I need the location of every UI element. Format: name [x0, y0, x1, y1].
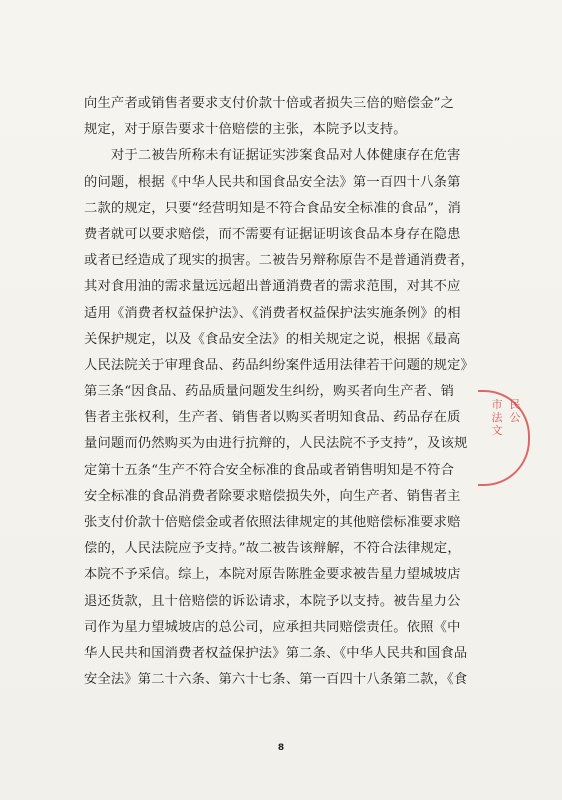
text-line: 定第十五条“生产不符合安全标准的食品或者销售明知是不符合 [84, 462, 455, 478]
text-line: 偿的，人民法院应予支持。”故二被告该辩解，不符合法律规定， [84, 541, 461, 557]
text-line: 量问题而仍然购买为由进行抗辩的，人民法院不予支持”，及该规 [84, 436, 468, 452]
text-line: 人民法院关于审理食品、药品纠纷案件适用法律若干问题的规定》 [84, 357, 474, 373]
text-line: 关保护规定，以及《食品安全法》的相关规定之说，根据《最高 [84, 331, 461, 347]
text-line: 华人民共和国消费者权益保护法》第二条、《中华人民共和国食品 [84, 645, 468, 661]
text-line: 安全法》第二十六条、第六十七条、第一百四十八条第二款，《食 [84, 672, 468, 688]
text-line: 二款的规定，只要“经营明知是不符合食品安全标准的食品”，消 [84, 200, 461, 216]
text-line: 张支付价款十倍赔偿金或者依照法律规定的其他赔偿标准要求赔 [84, 515, 461, 530]
text-line: 司作为星力望城坡店的总公司，应承担共同赔偿责任。依照《中 [84, 619, 461, 635]
page-number: 8 [277, 743, 285, 753]
text-line: 费者就可以要求赔偿，而不需要有证据证明该食品本身存在隐患 [84, 226, 461, 242]
text-line: 或者已经造成了现实的损害。二被告另辩称原告不是普通消费者， [84, 253, 474, 269]
text-line: 本院不予采信。综上，本院对原告陈胜金要求被告星力望城坡店 [84, 567, 461, 583]
text-line: 售者主张权利，生产者、销售者以购买者明知食品、药品存在质 [84, 410, 461, 426]
court-seal-text [490, 398, 526, 437]
text-line: 退还货款，且十倍赔偿的诉讼请求，本院予以支持。被告星力公 [84, 593, 461, 609]
body-text [84, 91, 494, 693]
seal-char: 公 [509, 411, 521, 424]
text-line: 的问题，根据《中华人民共和国食品安全法》第一百四十八条第 [84, 174, 461, 190]
text-line: 安全标准的食品消费者除要求赔偿损失外，向生产者、销售者主 [84, 488, 461, 504]
seal-char: 文 [491, 424, 503, 437]
text-line: 其对食用油的需求量远远超出普通消费者的需求范围，对其不应 [84, 279, 461, 295]
seal-char: 法 [491, 411, 503, 424]
seal-char: 市 [491, 398, 503, 411]
text-line: 向生产者或销售者要求支付价款十倍或者损失三倍的赔偿金”之 [84, 96, 455, 111]
text-line: 第三条“因食品、药品质量问题发生纠纷，购买者向生产者、销 [84, 384, 455, 400]
seal-char: 民 [509, 398, 521, 411]
text-line: 对于二被告所称未有证据证实涉案食品对人体健康存在危害 [111, 148, 461, 164]
text-line: 规定，对于原告要求十倍赔偿的主张，本院予以支持。 [84, 122, 407, 138]
text-line: 适用《消费者权益保护法》、《消费者权益保护法实施条例》的相 [84, 305, 461, 321]
